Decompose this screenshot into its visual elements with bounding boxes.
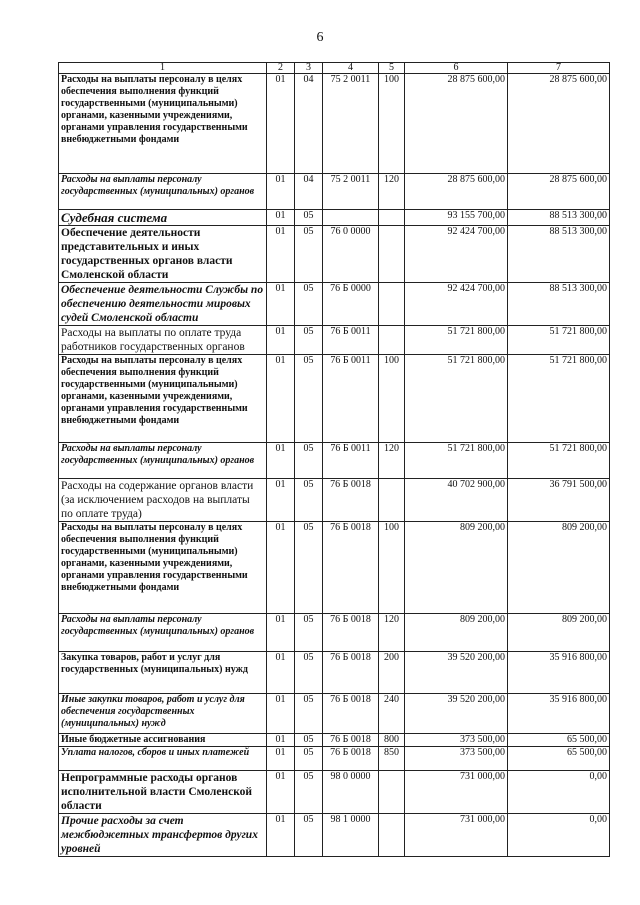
subsection-code-cell: 05 — [295, 522, 323, 614]
amount-col6-cell: 731 000,00 — [405, 814, 508, 857]
subsection-code-cell: 05 — [295, 355, 323, 443]
amount-col7-cell: 51 721 800,00 — [508, 443, 610, 479]
row-name-cell: Расходы на выплаты персоналу государственных (муниципальных) органов — [59, 174, 267, 210]
amount-col6-cell: 28 875 600,00 — [405, 74, 508, 174]
table-row — [59, 747, 610, 771]
expense-type-cell: 120 — [379, 443, 405, 479]
subsection-code-cell: 05 — [295, 210, 323, 226]
row-name-cell: Иные закупки товаров, работ и услуг для обеспечения государственных (муниципальных) нужд — [59, 694, 267, 734]
section-code-cell: 01 — [267, 326, 295, 355]
expense-type-cell: 200 — [379, 652, 405, 694]
amount-col6-cell: 51 721 800,00 — [405, 355, 508, 443]
target-article-cell — [323, 210, 379, 226]
target-article-cell: 76 Б 0018 — [323, 747, 379, 771]
table-row — [59, 443, 610, 479]
table-row — [59, 210, 610, 226]
row-name-cell: Обеспечение деятельности Службы по обеспечению деятельности мировых судей Смоленской области — [59, 283, 267, 326]
row-name-cell: Расходы на выплаты персоналу государственных (муниципальных) органов — [59, 443, 267, 479]
section-code-cell: 01 — [267, 747, 295, 771]
section-code-cell: 01 — [267, 479, 295, 522]
subsection-code-cell: 05 — [295, 479, 323, 522]
target-article-cell: 76 Б 0011 — [323, 326, 379, 355]
subsection-code-cell: 05 — [295, 734, 323, 747]
amount-col7-cell: 0,00 — [508, 771, 610, 814]
column-header: 5 — [379, 63, 405, 74]
section-code-cell: 01 — [267, 74, 295, 174]
target-article-cell: 76 Б 0018 — [323, 694, 379, 734]
subsection-code-cell: 05 — [295, 652, 323, 694]
subsection-code-cell: 05 — [295, 326, 323, 355]
section-code-cell: 01 — [267, 283, 295, 326]
amount-col7-cell: 88 513 300,00 — [508, 210, 610, 226]
table-row — [59, 355, 610, 443]
amount-col7-cell: 51 721 800,00 — [508, 355, 610, 443]
target-article-cell: 75 2 0011 — [323, 174, 379, 210]
section-code-cell: 01 — [267, 226, 295, 283]
amount-col7-cell: 35 916 800,00 — [508, 652, 610, 694]
target-article-cell: 76 Б 0011 — [323, 355, 379, 443]
row-name-cell: Судебная система — [59, 210, 267, 226]
amount-col6-cell: 809 200,00 — [405, 614, 508, 652]
row-name-cell: Расходы на выплаты персоналу государственных (муниципальных) органов — [59, 614, 267, 652]
column-header: 2 — [267, 63, 295, 74]
subsection-code-cell: 05 — [295, 814, 323, 857]
table-row — [59, 694, 610, 734]
section-code-cell: 01 — [267, 210, 295, 226]
amount-col7-cell: 88 513 300,00 — [508, 226, 610, 283]
amount-col7-cell: 51 721 800,00 — [508, 326, 610, 355]
subsection-code-cell: 05 — [295, 283, 323, 326]
amount-col6-cell: 373 500,00 — [405, 747, 508, 771]
amount-col6-cell: 92 424 700,00 — [405, 226, 508, 283]
row-name-cell: Непрограммные расходы органов исполнительной власти Смоленской области — [59, 771, 267, 814]
subsection-code-cell: 05 — [295, 443, 323, 479]
amount-col6-cell: 373 500,00 — [405, 734, 508, 747]
amount-col7-cell: 65 500,00 — [508, 747, 610, 771]
subsection-code-cell: 04 — [295, 174, 323, 210]
amount-col6-cell: 51 721 800,00 — [405, 443, 508, 479]
budget-table — [58, 62, 610, 857]
row-name-cell: Обеспечение деятельности представительных и иных государственных органов власти Смоленской области — [59, 226, 267, 283]
table-row — [59, 326, 610, 355]
expense-type-cell: 120 — [379, 174, 405, 210]
table-row — [59, 479, 610, 522]
section-code-cell: 01 — [267, 443, 295, 479]
expense-type-cell — [379, 479, 405, 522]
amount-col6-cell: 39 520 200,00 — [405, 652, 508, 694]
table-row — [59, 614, 610, 652]
amount-col7-cell: 28 875 600,00 — [508, 174, 610, 210]
subsection-code-cell: 05 — [295, 771, 323, 814]
table-row — [59, 734, 610, 747]
target-article-cell: 98 1 0000 — [323, 814, 379, 857]
page-number: 6 — [316, 30, 324, 45]
expense-type-cell — [379, 771, 405, 814]
column-header: 4 — [323, 63, 379, 74]
section-code-cell: 01 — [267, 614, 295, 652]
amount-col6-cell: 731 000,00 — [405, 771, 508, 814]
amount-col7-cell: 36 791 500,00 — [508, 479, 610, 522]
expense-type-cell: 100 — [379, 355, 405, 443]
target-article-cell: 76 Б 0011 — [323, 443, 379, 479]
table-row — [59, 283, 610, 326]
section-code-cell: 01 — [267, 174, 295, 210]
row-name-cell: Уплата налогов, сборов и иных платежей — [59, 747, 267, 771]
expense-type-cell — [379, 326, 405, 355]
row-name-cell: Расходы на содержание органов власти (за исключением расходов на выплаты по оплате труда) — [59, 479, 267, 522]
expense-type-cell: 850 — [379, 747, 405, 771]
column-header: 1 — [59, 63, 267, 74]
target-article-cell: 76 0 0000 — [323, 226, 379, 283]
expense-type-cell: 800 — [379, 734, 405, 747]
expense-type-cell: 100 — [379, 74, 405, 174]
column-header: 3 — [295, 63, 323, 74]
amount-col7-cell: 35 916 800,00 — [508, 694, 610, 734]
subsection-code-cell: 05 — [295, 694, 323, 734]
amount-col6-cell: 51 721 800,00 — [405, 326, 508, 355]
expense-type-cell — [379, 226, 405, 283]
subsection-code-cell: 05 — [295, 226, 323, 283]
target-article-cell: 76 Б 0018 — [323, 614, 379, 652]
target-article-cell: 76 Б 0000 — [323, 283, 379, 326]
row-name-cell: Расходы на выплаты по оплате труда работников государственных органов — [59, 326, 267, 355]
section-code-cell: 01 — [267, 694, 295, 734]
expense-type-cell: 240 — [379, 694, 405, 734]
row-name-cell: Расходы на выплаты персоналу в целях обеспечения выполнения функций государственными (муниципальными) органами, казенными учреждениями, органами управления государственными внебюджетными фондами — [59, 355, 267, 443]
expense-type-cell — [379, 814, 405, 857]
table-header-row — [59, 63, 610, 74]
section-code-cell: 01 — [267, 771, 295, 814]
target-article-cell: 98 0 0000 — [323, 771, 379, 814]
amount-col7-cell: 88 513 300,00 — [508, 283, 610, 326]
row-name-cell: Прочие расходы за счет межбюджетных трансфертов других уровней — [59, 814, 267, 857]
row-name-cell: Иные бюджетные ассигнования — [59, 734, 267, 747]
subsection-code-cell: 05 — [295, 614, 323, 652]
amount-col7-cell: 809 200,00 — [508, 522, 610, 614]
table-row — [59, 814, 610, 857]
target-article-cell: 76 Б 0018 — [323, 479, 379, 522]
amount-col6-cell: 39 520 200,00 — [405, 694, 508, 734]
expense-type-cell: 100 — [379, 522, 405, 614]
amount-col6-cell: 28 875 600,00 — [405, 174, 508, 210]
target-article-cell: 76 Б 0018 — [323, 522, 379, 614]
amount-col6-cell: 93 155 700,00 — [405, 210, 508, 226]
section-code-cell: 01 — [267, 522, 295, 614]
row-name-cell: Закупка товаров, работ и услуг для государственных (муниципальных) нужд — [59, 652, 267, 694]
table-row — [59, 74, 610, 174]
amount-col7-cell: 65 500,00 — [508, 734, 610, 747]
target-article-cell: 76 Б 0018 — [323, 652, 379, 694]
amount-col7-cell: 0,00 — [508, 814, 610, 857]
table-row — [59, 174, 610, 210]
subsection-code-cell: 04 — [295, 74, 323, 174]
table-row — [59, 771, 610, 814]
row-name-cell: Расходы на выплаты персоналу в целях обеспечения выполнения функций государственными (муниципальными) органами, казенными учреждениями, органами управления государственными внебюджетными фондами — [59, 74, 267, 174]
subsection-code-cell: 05 — [295, 747, 323, 771]
table-row — [59, 226, 610, 283]
row-name-cell: Расходы на выплаты персоналу в целях обеспечения выполнения функций государственными (муниципальными) органами, казенными учреждениями, органами управления государственными внебюджетными фондами — [59, 522, 267, 614]
section-code-cell: 01 — [267, 355, 295, 443]
section-code-cell: 01 — [267, 652, 295, 694]
expense-type-cell — [379, 210, 405, 226]
target-article-cell: 75 2 0011 — [323, 74, 379, 174]
table-row — [59, 652, 610, 694]
expense-type-cell: 120 — [379, 614, 405, 652]
expense-type-cell — [379, 283, 405, 326]
amount-col7-cell: 28 875 600,00 — [508, 74, 610, 174]
section-code-cell: 01 — [267, 734, 295, 747]
target-article-cell: 76 Б 0018 — [323, 734, 379, 747]
amount-col7-cell: 809 200,00 — [508, 614, 610, 652]
amount-col6-cell: 40 702 900,00 — [405, 479, 508, 522]
table-row — [59, 522, 610, 614]
amount-col6-cell: 809 200,00 — [405, 522, 508, 614]
column-header: 6 — [405, 63, 508, 74]
section-code-cell: 01 — [267, 814, 295, 857]
column-header: 7 — [508, 63, 610, 74]
amount-col6-cell: 92 424 700,00 — [405, 283, 508, 326]
